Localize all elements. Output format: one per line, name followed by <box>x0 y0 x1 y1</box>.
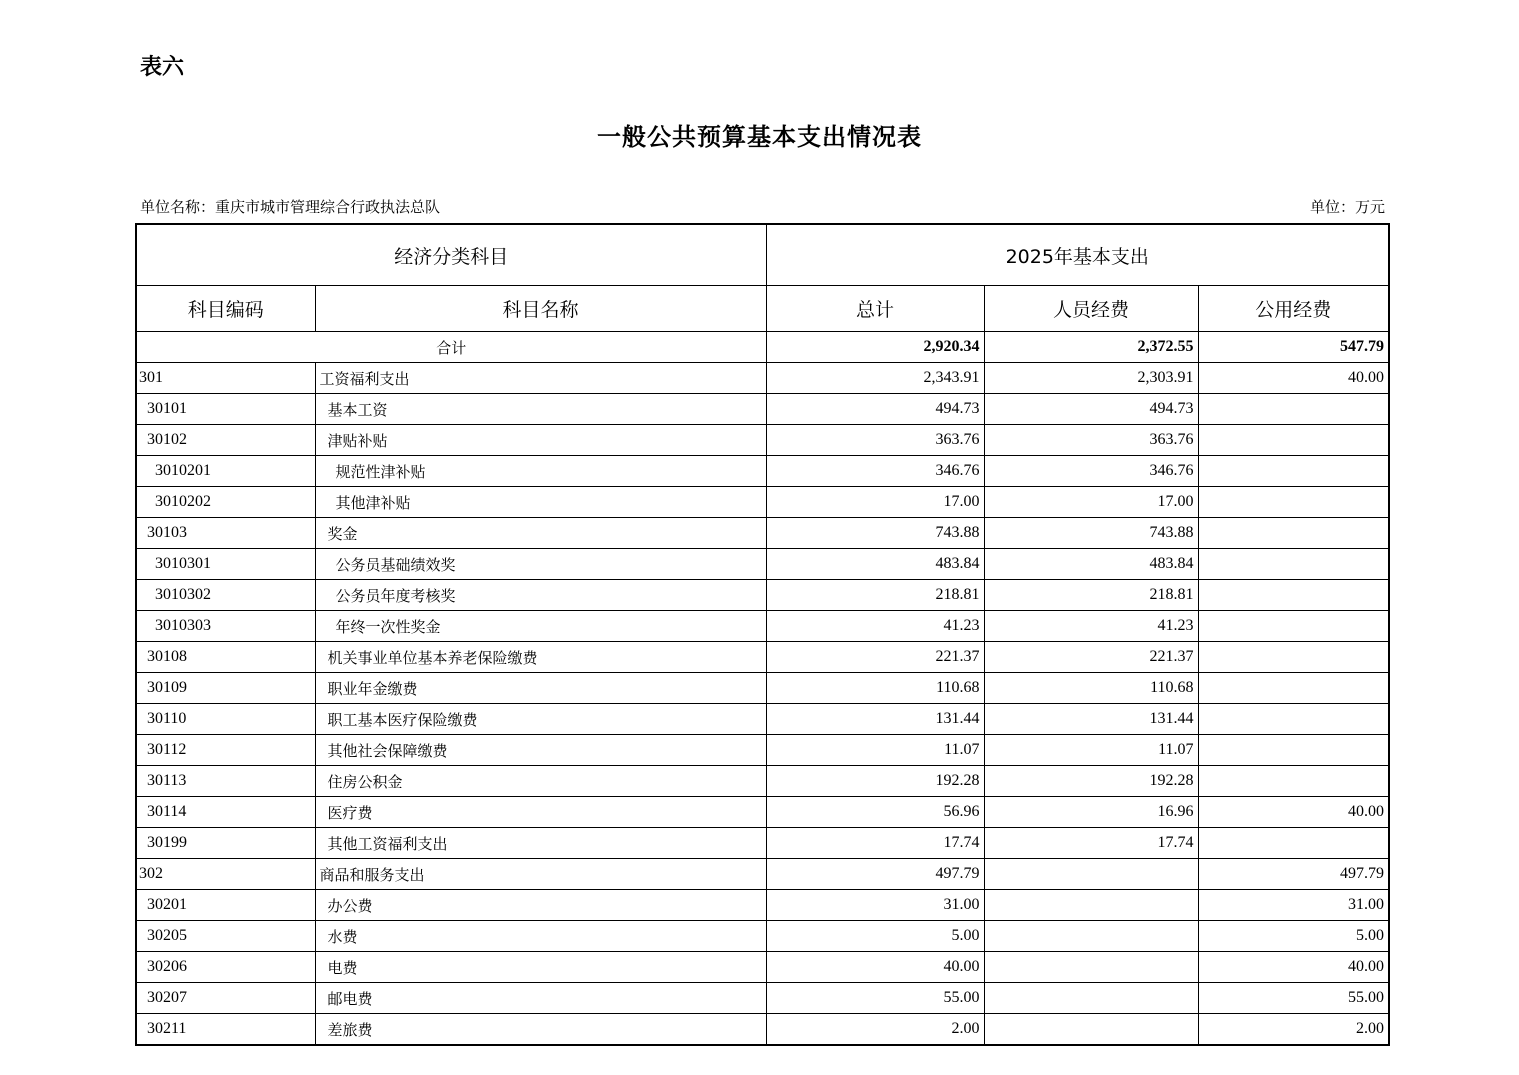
row-code: 3010303 <box>136 611 315 642</box>
row-code: 30110 <box>136 704 315 735</box>
row-personnel: 2,303.91 <box>984 363 1198 394</box>
row-name: 公务员年度考核奖 <box>315 580 766 611</box>
row-personnel: 743.88 <box>984 518 1198 549</box>
row-code: 3010302 <box>136 580 315 611</box>
row-name: 医疗费 <box>315 797 766 828</box>
row-public <box>1198 766 1389 797</box>
table-row <box>136 921 1389 952</box>
header-economic-class: 经济分类科目 <box>136 224 766 286</box>
row-total: 5.00 <box>766 921 984 952</box>
row-personnel: 192.28 <box>984 766 1198 797</box>
table-row <box>136 611 1389 642</box>
row-name: 工资福利支出 <box>315 363 766 394</box>
row-total: 41.23 <box>766 611 984 642</box>
table-row <box>136 363 1389 394</box>
row-name: 奖金 <box>315 518 766 549</box>
table-row <box>136 859 1389 890</box>
row-code: 301 <box>136 363 315 394</box>
row-personnel: 16.96 <box>984 797 1198 828</box>
table-row <box>136 1014 1389 1046</box>
table-row <box>136 735 1389 766</box>
row-public <box>1198 611 1389 642</box>
row-name: 津贴补贴 <box>315 425 766 456</box>
row-name: 机关事业单位基本养老保险缴费 <box>315 642 766 673</box>
row-total: 131.44 <box>766 704 984 735</box>
header-name: 科目名称 <box>315 286 766 332</box>
row-total: 17.00 <box>766 487 984 518</box>
row-code: 30113 <box>136 766 315 797</box>
table-row <box>136 673 1389 704</box>
row-personnel: 110.68 <box>984 673 1198 704</box>
row-personnel <box>984 890 1198 921</box>
row-total: 17.74 <box>766 828 984 859</box>
table-row <box>136 890 1389 921</box>
row-code: 30112 <box>136 735 315 766</box>
row-total: 40.00 <box>766 952 984 983</box>
row-name: 办公费 <box>315 890 766 921</box>
row-public <box>1198 828 1389 859</box>
row-personnel: 17.00 <box>984 487 1198 518</box>
row-personnel <box>984 1014 1198 1046</box>
table-row <box>136 704 1389 735</box>
row-personnel <box>984 983 1198 1014</box>
page-label: 表六 <box>140 55 185 80</box>
row-name: 公务员基础绩效奖 <box>315 549 766 580</box>
row-total: 55.00 <box>766 983 984 1014</box>
row-personnel: 11.07 <box>984 735 1198 766</box>
table-row <box>136 456 1389 487</box>
row-personnel: 483.84 <box>984 549 1198 580</box>
row-personnel: 346.76 <box>984 456 1198 487</box>
page-title: 一般公共预算基本支出情况表 <box>597 122 922 151</box>
row-name: 年终一次性奖金 <box>315 611 766 642</box>
row-public <box>1198 673 1389 704</box>
row-total: 56.96 <box>766 797 984 828</box>
row-public <box>1198 580 1389 611</box>
row-total: 497.79 <box>766 859 984 890</box>
row-total: 494.73 <box>766 394 984 425</box>
row-public <box>1198 735 1389 766</box>
table-row <box>136 642 1389 673</box>
row-name: 基本工资 <box>315 394 766 425</box>
header-basic-expenditure: 2025年基本支出 <box>766 224 1389 286</box>
row-public: 40.00 <box>1198 363 1389 394</box>
row-code: 3010301 <box>136 549 315 580</box>
row-personnel: 131.44 <box>984 704 1198 735</box>
total-row <box>136 332 1389 363</box>
row-personnel: 221.37 <box>984 642 1198 673</box>
row-public <box>1198 704 1389 735</box>
unit-name: 单位名称：重庆市城市管理综合行政执法总队 <box>140 198 441 216</box>
unit-label: 单位：万元 <box>1309 198 1385 216</box>
row-code: 30103 <box>136 518 315 549</box>
total-personnel: 2,372.55 <box>984 332 1198 363</box>
row-public <box>1198 425 1389 456</box>
row-code: 30108 <box>136 642 315 673</box>
row-code: 3010202 <box>136 487 315 518</box>
row-code: 30205 <box>136 921 315 952</box>
row-total: 346.76 <box>766 456 984 487</box>
row-personnel: 17.74 <box>984 828 1198 859</box>
row-total: 221.37 <box>766 642 984 673</box>
header-total: 总计 <box>766 286 984 332</box>
header-row-columns <box>136 286 1389 332</box>
header-public: 公用经费 <box>1198 286 1389 332</box>
row-public <box>1198 487 1389 518</box>
row-name: 水费 <box>315 921 766 952</box>
row-total: 743.88 <box>766 518 984 549</box>
row-personnel <box>984 952 1198 983</box>
row-public: 40.00 <box>1198 952 1389 983</box>
row-public <box>1198 549 1389 580</box>
table-row <box>136 518 1389 549</box>
row-public: 55.00 <box>1198 983 1389 1014</box>
row-public <box>1198 456 1389 487</box>
row-name: 规范性津补贴 <box>315 456 766 487</box>
row-name: 其他社会保障缴费 <box>315 735 766 766</box>
row-code: 30207 <box>136 983 315 1014</box>
row-name: 其他工资福利支出 <box>315 828 766 859</box>
row-code: 30109 <box>136 673 315 704</box>
table-row <box>136 487 1389 518</box>
row-name: 差旅费 <box>315 1014 766 1046</box>
header-row-group <box>136 224 1389 286</box>
table-row <box>136 828 1389 859</box>
row-public: 5.00 <box>1198 921 1389 952</box>
header-personnel: 人员经费 <box>984 286 1198 332</box>
row-name: 电费 <box>315 952 766 983</box>
row-total: 110.68 <box>766 673 984 704</box>
table-row <box>136 952 1389 983</box>
header-code: 科目编码 <box>136 286 315 332</box>
row-total: 2.00 <box>766 1014 984 1046</box>
total-public: 547.79 <box>1198 332 1389 363</box>
table-row <box>136 425 1389 456</box>
total-label: 合计 <box>136 332 766 363</box>
row-total: 218.81 <box>766 580 984 611</box>
row-personnel: 41.23 <box>984 611 1198 642</box>
row-name: 住房公积金 <box>315 766 766 797</box>
table-row <box>136 983 1389 1014</box>
row-public: 2.00 <box>1198 1014 1389 1046</box>
row-name: 商品和服务支出 <box>315 859 766 890</box>
row-total: 11.07 <box>766 735 984 766</box>
row-code: 30211 <box>136 1014 315 1046</box>
row-code: 30101 <box>136 394 315 425</box>
row-public <box>1198 394 1389 425</box>
budget-table <box>135 223 1390 1046</box>
row-personnel: 363.76 <box>984 425 1198 456</box>
row-name: 职业年金缴费 <box>315 673 766 704</box>
row-code: 30114 <box>136 797 315 828</box>
row-code: 30206 <box>136 952 315 983</box>
row-code: 30102 <box>136 425 315 456</box>
row-name: 其他津补贴 <box>315 487 766 518</box>
row-personnel: 218.81 <box>984 580 1198 611</box>
row-name: 邮电费 <box>315 983 766 1014</box>
row-personnel <box>984 859 1198 890</box>
row-name: 职工基本医疗保险缴费 <box>315 704 766 735</box>
row-personnel <box>984 921 1198 952</box>
row-total: 483.84 <box>766 549 984 580</box>
row-total: 31.00 <box>766 890 984 921</box>
row-total: 192.28 <box>766 766 984 797</box>
table-row <box>136 580 1389 611</box>
row-total: 363.76 <box>766 425 984 456</box>
row-public <box>1198 642 1389 673</box>
row-code: 30201 <box>136 890 315 921</box>
row-personnel: 494.73 <box>984 394 1198 425</box>
row-code: 302 <box>136 859 315 890</box>
total-total: 2,920.34 <box>766 332 984 363</box>
row-public: 31.00 <box>1198 890 1389 921</box>
row-code: 3010201 <box>136 456 315 487</box>
table-row <box>136 549 1389 580</box>
table-row <box>136 394 1389 425</box>
table-row <box>136 766 1389 797</box>
row-total: 2,343.91 <box>766 363 984 394</box>
row-public: 40.00 <box>1198 797 1389 828</box>
row-public: 497.79 <box>1198 859 1389 890</box>
row-public <box>1198 518 1389 549</box>
row-code: 30199 <box>136 828 315 859</box>
table-row <box>136 797 1389 828</box>
